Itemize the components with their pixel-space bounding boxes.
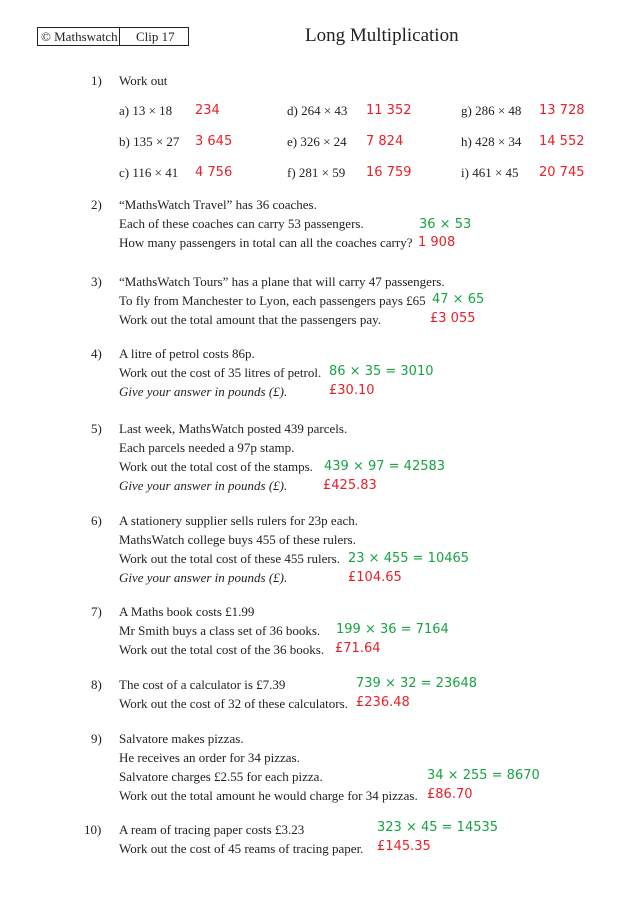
q1-part-i: i) 461 × 45 [461,165,519,180]
question-6-working: 23 × 455 = 10465 [348,551,470,566]
question-9-line: Work out the total amount he would charge for 34 pizzas. [119,788,418,803]
question-7-answer: £71.64 [335,641,381,656]
question-5-answer: £425.83 [323,478,377,493]
question-3-line: To fly from Manchester to Lyon, each passengers pays £65 [119,293,426,308]
question-7-working: 199 × 36 = 7164 [336,622,449,637]
question-10-line: Work out the cost of 45 reams of tracing paper. [119,841,364,856]
q1-answer-f: 16 759 [366,165,412,180]
question-6-line: Give your answer in pounds (£). [119,570,288,585]
question-7-line: Mr Smith buys a class set of 36 books. [119,623,321,638]
question-5-working: 439 × 97 = 42583 [324,459,446,474]
copyright-label: © Mathswatch [41,29,118,44]
question-9-line: Salvatore charges £2.55 for each pizza. [119,769,323,784]
question-1-prompt: Work out [119,73,168,88]
question-9-line: He receives an order for 34 pizzas. [119,750,300,765]
q1-answer-c: 4 756 [195,165,233,180]
q1-answer-h: 14 552 [539,134,585,149]
question-3-working: 47 × 65 [432,292,485,307]
question-2-answer: 1 908 [418,235,456,250]
question-9-answer: £86.70 [427,787,473,802]
question-3-number: 3) [91,274,102,289]
question-2-number: 2) [91,197,102,212]
question-3-answer: £3 055 [430,311,476,326]
question-8-line: The cost of a calculator is £7.39 [119,677,286,692]
question-6-line: Work out the total cost of these 455 rulers. [119,551,340,566]
q1-answer-d: 11 352 [366,103,412,118]
q1-part-c: c) 116 × 41 [119,165,179,180]
q1-part-g: g) 286 × 48 [461,103,522,118]
question-1-number: 1) [91,73,102,88]
question-5-line: Last week, MathsWatch posted 439 parcels. [119,421,348,436]
question-10-working: 323 × 45 = 14535 [377,820,499,835]
question-8-answer: £236.48 [356,695,410,710]
question-2-line: “MathsWatch Travel” has 36 coaches. [119,197,317,212]
header-box [37,27,189,46]
question-4-line: Give your answer in pounds (£). [119,384,288,399]
question-8-working: 739 × 32 = 23648 [356,676,478,691]
q1-part-d: d) 264 × 43 [287,103,348,118]
question-3-line: “MathsWatch Tours” has a plane that will carry 47 passengers. [119,274,445,289]
question-10-number: 10) [84,822,102,837]
question-7-line: A Maths book costs £1.99 [119,604,255,619]
question-7-number: 7) [91,604,102,619]
q1-part-b: b) 135 × 27 [119,134,180,149]
question-9-working: 34 × 255 = 8670 [427,768,540,783]
question-5-line: Work out the total cost of the stamps. [119,459,313,474]
question-10-line: A ream of tracing paper costs £3.23 [119,822,305,837]
question-2-working: 36 × 53 [419,217,472,232]
question-9-number: 9) [91,731,102,746]
question-4-line: Work out the cost of 35 litres of petrol. [119,365,322,380]
question-4-number: 4) [91,346,102,361]
q1-part-f: f) 281 × 59 [287,165,346,180]
question-6-line: A stationery supplier sells rulers for 23p each. [119,513,358,528]
q1-part-e: e) 326 × 24 [287,134,347,149]
question-2-line: How many passengers in total can all the coaches carry? [119,235,413,250]
question-6-number: 6) [91,513,102,528]
question-9-line: Salvatore makes pizzas. [119,731,244,746]
question-6-line: MathsWatch college buys 455 of these rulers. [119,532,356,547]
question-8-line: Work out the cost of 32 of these calculators. [119,696,348,711]
question-3-line: Work out the total amount that the passengers pay. [119,312,382,327]
clip-label: Clip 17 [136,29,175,44]
question-5-line: Give your answer in pounds (£). [119,478,288,493]
question-5-line: Each parcels needed a 97p stamp. [119,440,295,455]
page-title: Long Multiplication [305,25,459,46]
question-2-line: Each of these coaches can carry 53 passengers. [119,216,364,231]
header-divider [119,28,120,45]
q1-answer-i: 20 745 [539,165,585,180]
q1-answer-g: 13 728 [539,103,585,118]
question-8-number: 8) [91,677,102,692]
q1-part-a: a) 13 × 18 [119,103,173,118]
question-5-number: 5) [91,421,102,436]
question-10-answer: £145.35 [377,839,431,854]
q1-answer-a: 234 [195,103,220,118]
question-4-working: 86 × 35 = 3010 [329,364,434,379]
q1-answer-b: 3 645 [195,134,233,149]
question-4-line: A litre of petrol costs 86p. [119,346,255,361]
q1-answer-e: 7 824 [366,134,404,149]
question-4-answer: £30.10 [329,383,375,398]
q1-part-h: h) 428 × 34 [461,134,522,149]
question-6-answer: £104.65 [348,570,402,585]
question-7-line: Work out the total cost of the 36 books. [119,642,325,657]
